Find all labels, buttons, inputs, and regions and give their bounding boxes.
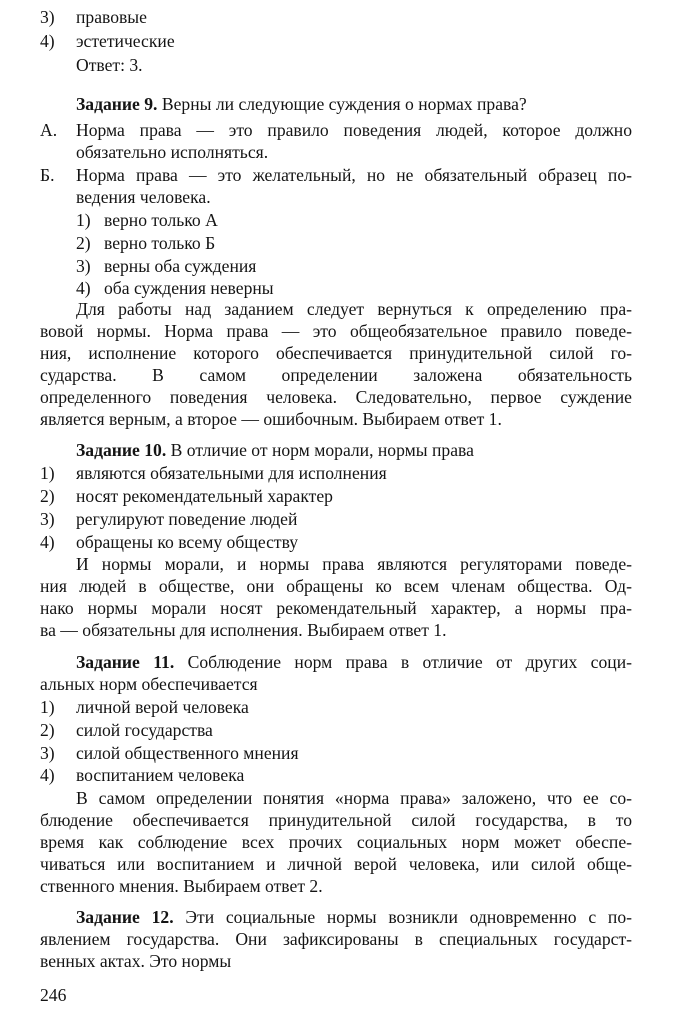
page-number: 246 bbox=[40, 985, 67, 1005]
list-item-text: эстетические bbox=[76, 31, 175, 51]
explanation-line: определенного поведения человека. Следовательно, первое суждение bbox=[40, 387, 632, 407]
task12-question: Эти социальные нормы возникли одновременно с по- bbox=[185, 907, 632, 927]
statement-a-line1: Норма права — это правило поведения людей, которое должно bbox=[76, 120, 632, 140]
explanation-line: блюдение обеспечивается принудительной силой государства, в то bbox=[40, 810, 632, 830]
list-item-number: 3) bbox=[40, 7, 55, 27]
option-number: 1) bbox=[76, 210, 91, 230]
explanation-line: ния людей в обществе, они обращены ко всем членам общества. Од- bbox=[40, 576, 632, 596]
option-text: воспитанием человека bbox=[76, 765, 245, 785]
option-number: 3) bbox=[40, 509, 55, 529]
option-text: обращены ко всему обществу bbox=[76, 532, 299, 552]
option-number: 2) bbox=[76, 233, 91, 253]
option-number: 2) bbox=[40, 486, 55, 506]
explanation-line: нако нормы морали носят рекомендательный характер, а нормы пра- bbox=[40, 598, 632, 618]
answer-text: Ответ: 3. bbox=[76, 55, 143, 75]
explanation-line: ния, исполнение которого обеспечивается принудительной силой го- bbox=[40, 343, 632, 363]
task10-label: Задание 10. bbox=[76, 440, 167, 460]
task10-question: В отличие от норм морали, нормы права bbox=[170, 440, 474, 460]
statement-b-marker: Б. bbox=[40, 165, 55, 185]
task12-question-line3: венных актах. Это нормы bbox=[40, 951, 232, 971]
option-number: 4) bbox=[40, 765, 55, 785]
explanation-line: является верным, а второе — ошибочным. Выбираем ответ 1. bbox=[40, 409, 502, 429]
explanation-line: Для работы над заданием следует вернуться к определению пра- bbox=[76, 299, 632, 319]
option-text: личной верой человека bbox=[76, 697, 249, 717]
option-text: являются обязательными для исполнения bbox=[76, 463, 387, 483]
explanation-line: И нормы морали, и нормы права являются регуляторами поведе- bbox=[76, 554, 632, 574]
task11-question-line2: альных норм обеспечивается bbox=[40, 674, 258, 694]
explanation-line: время как соблюдение всех прочих социальных норм может обеспе- bbox=[40, 832, 632, 852]
explanation-line: вовой нормы. Норма права — это общеобязательное правило поведе- bbox=[40, 321, 632, 341]
task12-heading bbox=[76, 906, 632, 928]
explanation-line: ва — обязательны для исполнения. Выбираем ответ 1. bbox=[40, 620, 447, 640]
task11-label: Задание 11. bbox=[76, 652, 175, 672]
option-number: 1) bbox=[40, 463, 55, 483]
task10-heading bbox=[76, 439, 474, 461]
option-text: силой общественного мнения bbox=[76, 743, 299, 763]
statement-b-line2: ведения человека. bbox=[76, 187, 211, 207]
option-text: регулируют поведение людей bbox=[76, 509, 298, 529]
list-item-number: 4) bbox=[40, 31, 55, 51]
option-text: верно только Б bbox=[104, 233, 216, 253]
option-number: 2) bbox=[40, 720, 55, 740]
option-number: 1) bbox=[40, 697, 55, 717]
list-item-text: правовые bbox=[76, 7, 147, 27]
option-number: 4) bbox=[40, 532, 55, 552]
task11-question: Соблюдение норм права в отличие от других соци- bbox=[187, 652, 632, 672]
task9-question: Верны ли следующие суждения о нормах права? bbox=[161, 94, 527, 114]
task9-heading bbox=[76, 93, 527, 115]
task12-question-line2: явлением государства. Они зафиксированы в специальных государст- bbox=[40, 929, 632, 949]
option-text: верны оба суждения bbox=[104, 256, 257, 276]
statement-b-line1: Норма права — это желательный, но не обязательный образец по- bbox=[76, 165, 632, 185]
option-number: 4) bbox=[76, 278, 91, 298]
statement-a-line2: обязательно исполняться. bbox=[76, 142, 269, 162]
explanation-line: сударства. В самом определении заложена обязательность bbox=[40, 365, 632, 385]
explanation-line: чиваться или воспитанием и личной верой человека, или силой обще- bbox=[40, 854, 632, 874]
explanation-line: В самом определении понятия «норма права» заложено, что ее со- bbox=[76, 788, 632, 808]
option-text: силой государства bbox=[76, 720, 213, 740]
task11-heading bbox=[76, 651, 632, 673]
option-text: оба суждения неверны bbox=[104, 278, 274, 298]
option-text: верно только А bbox=[104, 210, 218, 230]
explanation-line: ственного мнения. Выбираем ответ 2. bbox=[40, 876, 323, 896]
statement-a-marker: А. bbox=[40, 120, 58, 140]
task9-label: Задание 9. bbox=[76, 94, 158, 114]
option-text: носят рекомендательный характер bbox=[76, 486, 333, 506]
option-number: 3) bbox=[40, 743, 55, 763]
option-number: 3) bbox=[76, 256, 91, 276]
task12-label: Задание 12. bbox=[76, 907, 174, 927]
